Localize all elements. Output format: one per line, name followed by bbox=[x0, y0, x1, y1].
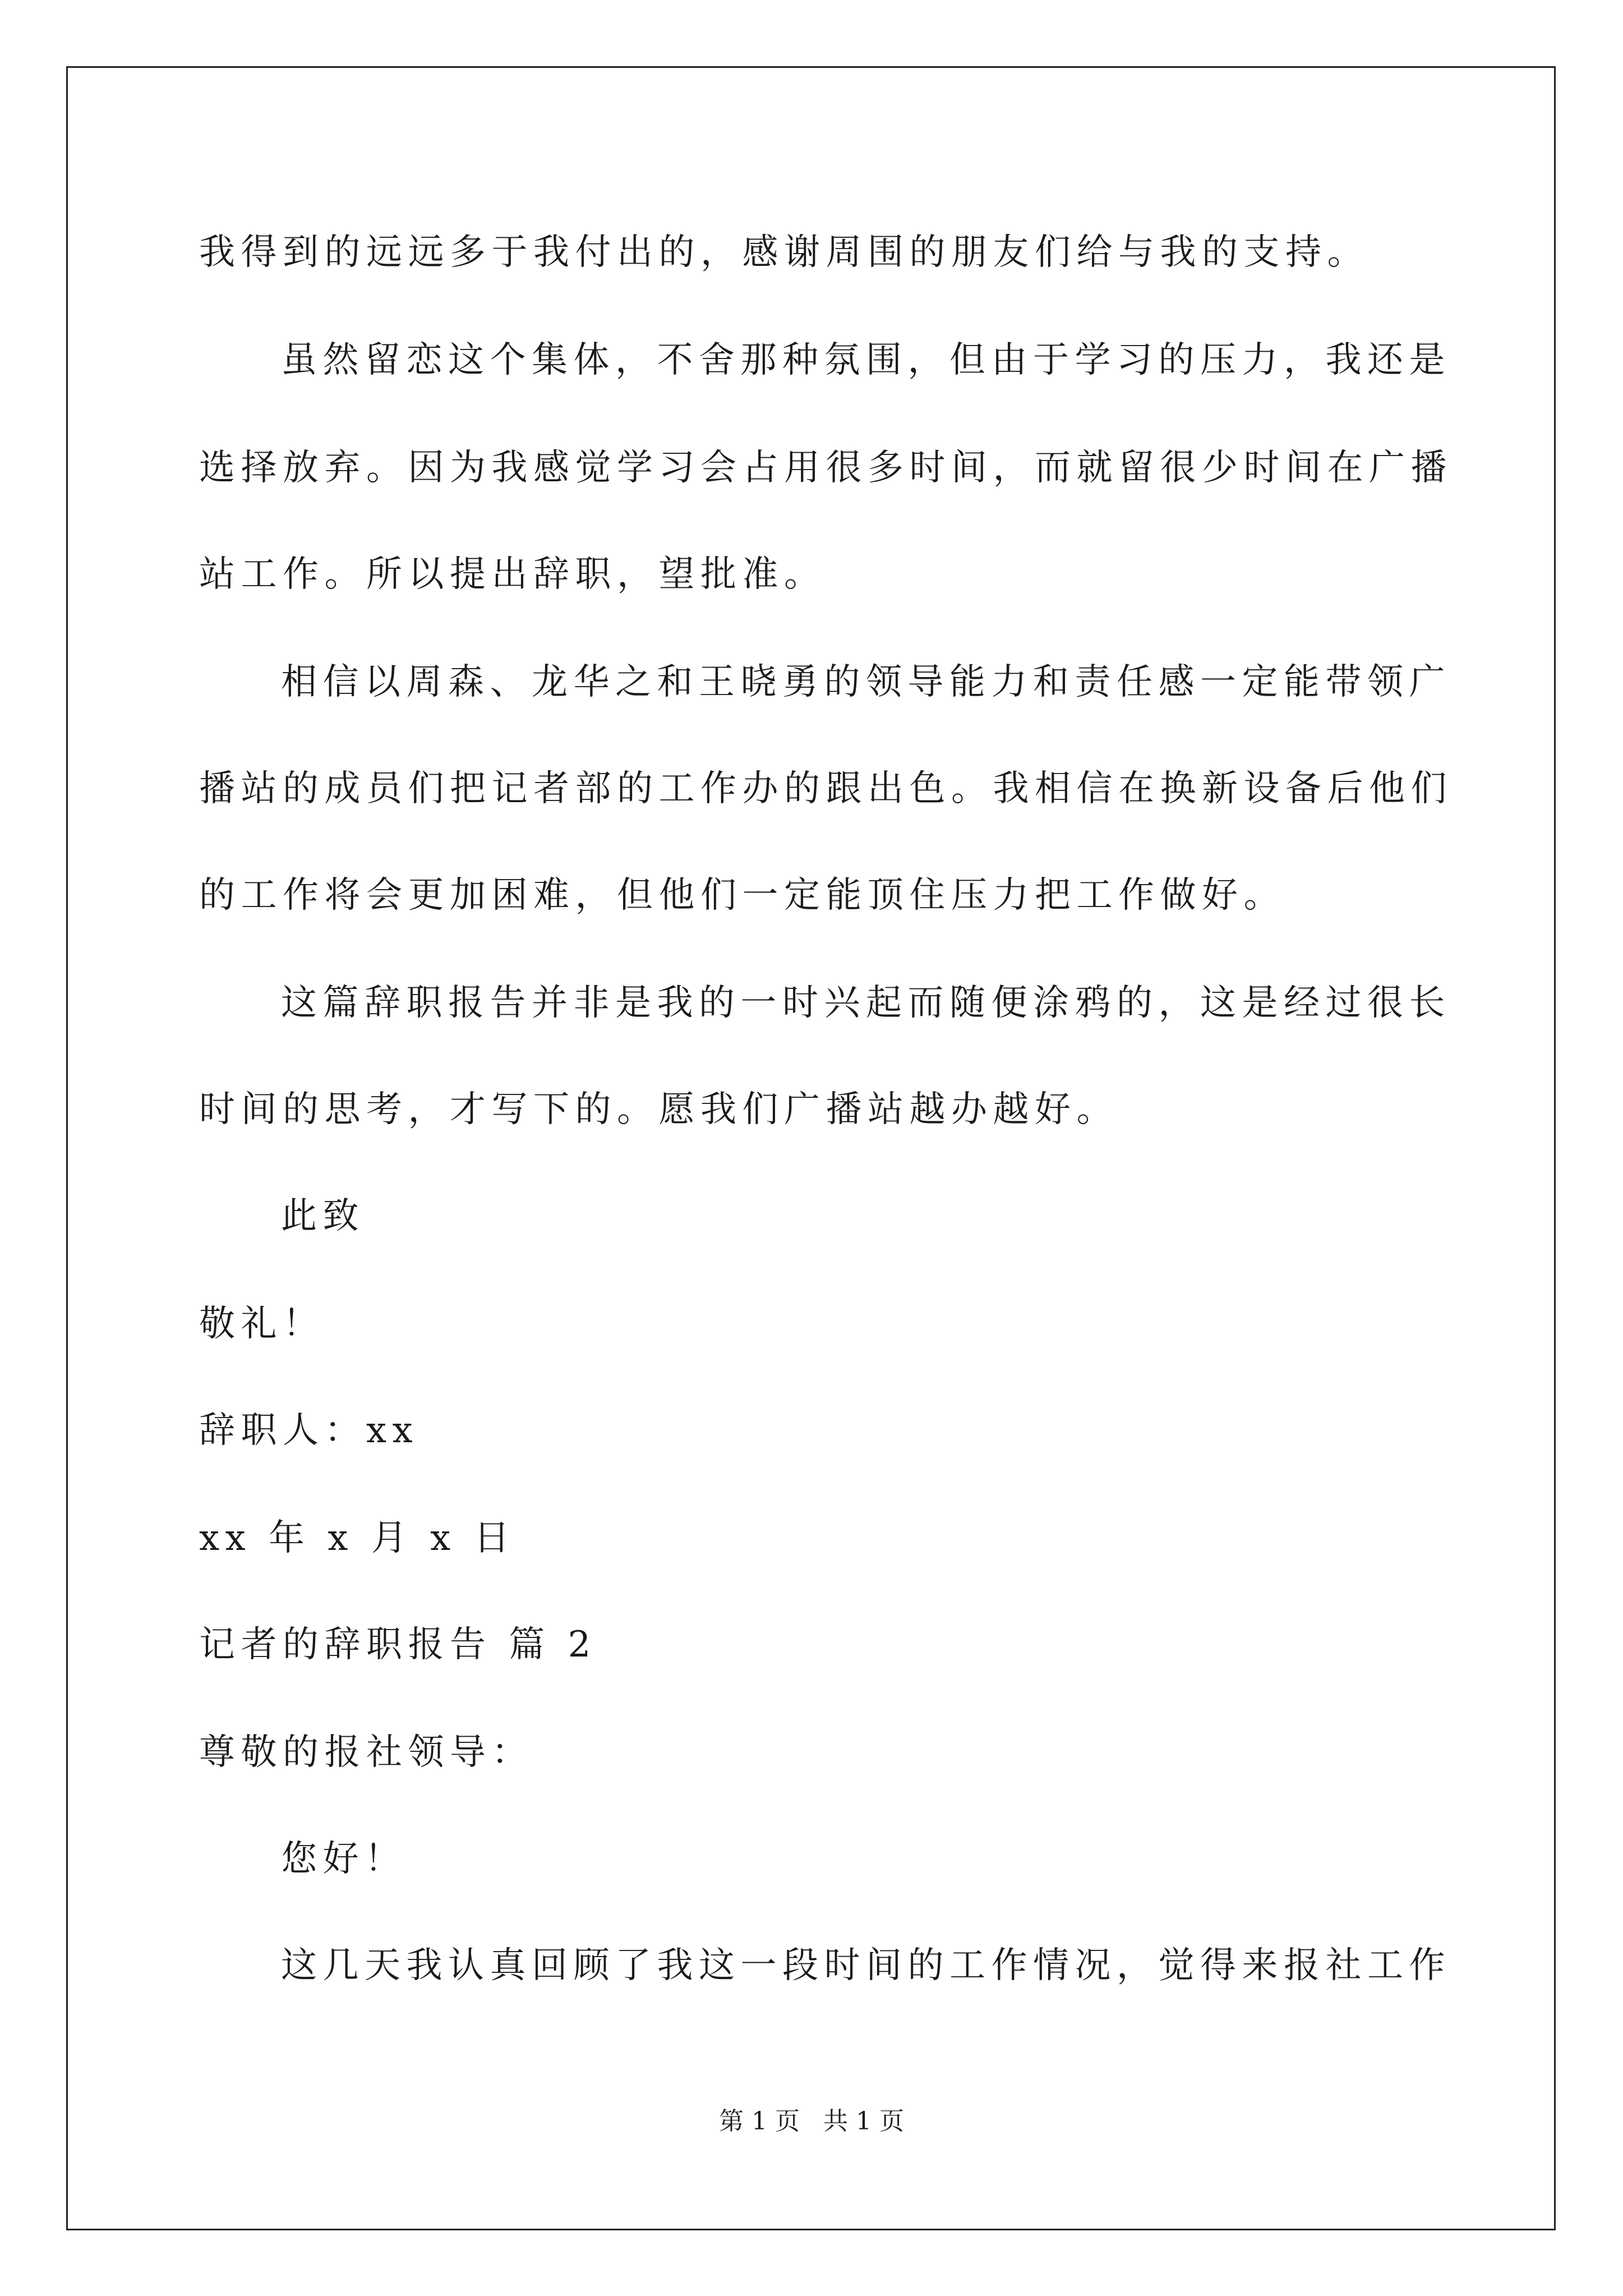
text-line-6: 播站的成员们把记者部的工作办的跟出色。我相信在换新设备后他们 bbox=[199, 768, 1453, 809]
greeting-addressee: 尊敬的报社领导： bbox=[199, 1732, 533, 1773]
text-line-7: 的工作将会更加困难，但他们一定能顶住压力把工作做好。 bbox=[199, 875, 1285, 916]
text-line-5: 相信以周森、龙华之和王晓勇的领导能力和责任感一定能带领广 bbox=[281, 661, 1451, 703]
text-line-9: 时间的思考，才写下的。愿我们广播站越办越好。 bbox=[199, 1089, 1118, 1130]
text-line-17: 这几天我认真回顾了我这一段时间的工作情况，觉得来报社工作 bbox=[281, 1945, 1451, 1986]
greeting-hello: 您好！ bbox=[281, 1838, 407, 1880]
closing-respect: 敬礼！ bbox=[199, 1303, 325, 1345]
text-line-3: 选择放弃。因为我感觉学习会占用很多时间，而就留很少时间在广播 bbox=[199, 447, 1453, 489]
text-line-4: 站工作。所以提出辞职，望批准。 bbox=[199, 554, 826, 595]
footer-spacer bbox=[800, 2107, 823, 2136]
closing-salutation: 此致 bbox=[281, 1195, 365, 1237]
text-line-8: 这篇辞职报告并非是我的一时兴起而随便涂鸦的，这是经过很长 bbox=[281, 982, 1451, 1024]
date-line: xx 年 x 月 x 日 bbox=[199, 1517, 516, 1559]
page-number: 第 1 页 bbox=[719, 2107, 800, 2136]
page-footer bbox=[0, 2105, 1623, 2138]
section-heading: 记者的辞职报告 篇 2 bbox=[199, 1624, 597, 1665]
text-line-2: 虽然留恋这个集体，不舍那种氛围，但由于学习的压力，我还是 bbox=[281, 339, 1451, 381]
page-total: 共 1 页 bbox=[823, 2107, 904, 2136]
page-border bbox=[66, 66, 1556, 2230]
text-line-1: 我得到的远远多于我付出的，感谢周围的朋友们给与我的支持。 bbox=[199, 232, 1369, 273]
signature-line: 辞职人：xx bbox=[199, 1410, 419, 1451]
